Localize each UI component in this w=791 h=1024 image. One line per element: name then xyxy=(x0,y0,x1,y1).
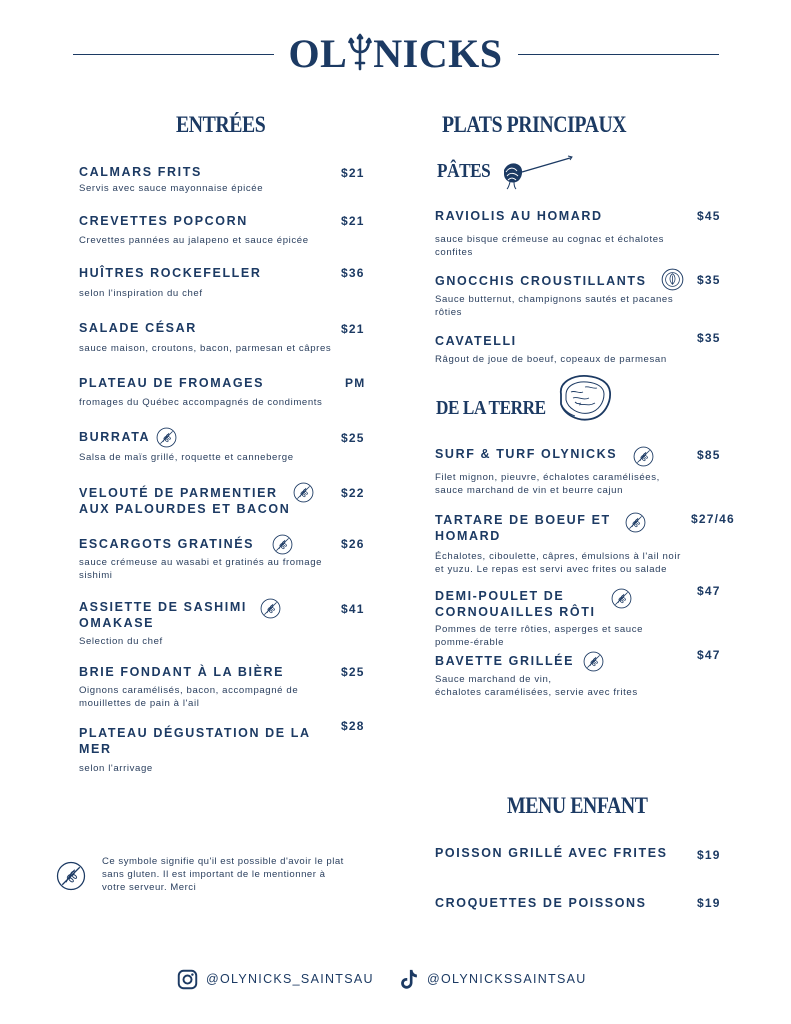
terre-name: SURF & TURF OLYNICKS xyxy=(435,447,618,461)
entree-desc: Crevettes pannées au jalapeno et sauce épicée xyxy=(79,235,309,246)
entree-price: $36 xyxy=(341,266,365,280)
note-line: Ce symbole signifie qu'il est possible d'avoir le plat xyxy=(102,856,344,867)
enfant-name: POISSON GRILLÉ AVEC FRITES xyxy=(435,846,668,860)
section-terre-title: DE LA TERRE xyxy=(436,397,546,419)
brand-right: NICKS xyxy=(373,31,503,76)
terre-price: $27/46 xyxy=(691,512,735,526)
entree-price: PM xyxy=(345,376,366,390)
tiktok-icon[interactable] xyxy=(400,969,418,995)
entree-desc: Oignons caramélisés, bacon, accompagné de xyxy=(79,685,299,696)
pates-desc: rôties xyxy=(435,307,463,318)
pates-desc: Râgout de joue de boeuf, copeaux de parmesan xyxy=(435,354,667,365)
entree-desc: sishimi xyxy=(79,570,113,581)
instagram-handle[interactable]: @OLYNICKS_SAINTSAU xyxy=(206,972,374,986)
tiktok-handle[interactable]: @OLYNICKSSAINTSAU xyxy=(427,972,587,986)
entree-name: ASSIETTE DE SASHIMI xyxy=(79,600,247,614)
entree-price: $25 xyxy=(341,665,365,679)
terre-desc: Échalotes, ciboulette, câpres, émulsions à l'ail noir xyxy=(435,551,681,562)
entree-desc: selon l'inspiration du chef xyxy=(79,288,203,299)
entree-name: BRIE FONDANT À LA BIÈRE xyxy=(79,665,285,679)
section-entrees-title: ENTRÉES xyxy=(176,112,266,137)
entree-desc: Salsa de maïs grillé, roquette et canneberge xyxy=(79,452,294,463)
entree-desc: sauce crémeuse au wasabi et gratinés au fromage xyxy=(79,557,323,568)
entree-name: PLATEAU DE FROMAGES xyxy=(79,376,265,390)
gluten-free-icon xyxy=(156,427,177,448)
entree-price: $21 xyxy=(341,214,365,228)
entree-name: CREVETTES POPCORN xyxy=(79,214,248,228)
terre-price: $47 xyxy=(697,648,721,662)
terre-price: $47 xyxy=(697,584,721,598)
entree-desc: Servis avec sauce mayonnaise épicée xyxy=(79,183,264,194)
entree-name: CALMARS FRITS xyxy=(79,165,202,179)
entree-name: AUX PALOURDES ET BACON xyxy=(79,502,291,516)
terre-desc: et yuzu. Le repas est servi avec frites ou salade xyxy=(435,564,668,575)
entree-price: $21 xyxy=(341,166,365,180)
section-enfant-title: MENU ENFANT xyxy=(507,793,648,818)
vegetarian-icon xyxy=(661,268,684,296)
terre-name: TARTARE DE BOEUF ET xyxy=(435,513,611,527)
instagram-icon[interactable] xyxy=(177,969,198,995)
pates-price: $45 xyxy=(697,209,721,223)
note-line: votre serveur. Merci xyxy=(102,882,197,893)
note-line: sans gluten. Il est important de le mentionner à xyxy=(102,869,326,880)
gluten-free-icon xyxy=(260,598,281,619)
pates-name: GNOCCHIS CROUSTILLANTS xyxy=(435,274,647,288)
gluten-free-icon xyxy=(272,534,293,555)
entree-name: OMAKASE xyxy=(79,616,155,630)
entree-desc: selon l'arrivage xyxy=(79,763,153,774)
entree-price: $28 xyxy=(341,719,365,733)
steak-icon xyxy=(555,372,613,429)
gluten-free-icon xyxy=(293,482,314,503)
section-pates-title: PÂTES xyxy=(437,160,491,182)
pates-name: CAVATELLI xyxy=(435,334,517,348)
pates-price: $35 xyxy=(697,273,721,287)
entree-price: $21 xyxy=(341,322,365,336)
entree-desc: fromages du Québec accompagnés de condiments xyxy=(79,397,323,408)
entree-price: $25 xyxy=(341,431,365,445)
terre-name: CORNOUAILLES RÔTI xyxy=(435,605,596,619)
trident-icon xyxy=(348,33,372,81)
entree-price: $41 xyxy=(341,602,365,616)
entree-desc: Selection du chef xyxy=(79,636,163,647)
gluten-free-icon xyxy=(56,861,86,891)
terre-desc: pomme-érable xyxy=(435,637,505,648)
enfant-name: CROQUETTES DE POISSONS xyxy=(435,896,647,910)
entree-name: SALADE CÉSAR xyxy=(79,321,197,335)
enfant-price: $19 xyxy=(697,896,721,910)
entree-price: $26 xyxy=(341,537,365,551)
terre-desc: Pommes de terre rôties, asperges et sauce xyxy=(435,624,644,635)
brand-logo xyxy=(0,30,791,81)
fork-pasta-icon xyxy=(500,154,574,195)
terre-name: DEMI-POULET DE xyxy=(435,589,565,603)
entree-name: ESCARGOTS GRATINÉS xyxy=(79,537,255,551)
gluten-free-icon xyxy=(611,588,632,609)
terre-desc: Sauce marchand de vin, xyxy=(435,674,552,685)
terre-desc: sauce marchand de vin et beurre cajun xyxy=(435,485,624,496)
pates-desc: confites xyxy=(435,247,473,258)
pates-desc: sauce bisque crémeuse au cognac et échalotes xyxy=(435,234,665,245)
entree-name: VELOUTÉ DE PARMENTIER xyxy=(79,486,278,500)
pates-price: $35 xyxy=(697,331,721,345)
terre-desc: échalotes caramélisées, servie avec frites xyxy=(435,687,638,698)
terre-desc: Filet mignon, pieuvre, échalotes caramélisées, xyxy=(435,472,660,483)
entree-name: MER xyxy=(79,742,112,756)
gluten-free-icon xyxy=(625,512,646,533)
terre-name: HOMARD xyxy=(435,529,501,543)
section-plats-title: PLATS PRINCIPAUX xyxy=(442,112,627,137)
entree-name: BURRATA xyxy=(79,430,151,444)
entree-name: PLATEAU DÉGUSTATION DE LA xyxy=(79,726,311,740)
terre-name: BAVETTE GRILLÉE xyxy=(435,654,575,668)
enfant-price: $19 xyxy=(697,848,721,862)
entree-desc: mouillettes de pain à l'ail xyxy=(79,698,200,709)
entree-desc: sauce maison, croutons, bacon, parmesan et câpres xyxy=(79,343,332,354)
brand-left: OL xyxy=(288,31,348,76)
gluten-free-icon xyxy=(633,446,654,467)
pates-name: RAVIOLIS AU HOMARD xyxy=(435,209,603,223)
entree-price: $22 xyxy=(341,486,365,500)
terre-price: $85 xyxy=(697,448,721,462)
entree-name: HUÎTRES ROCKEFELLER xyxy=(79,266,262,280)
pates-desc: Sauce butternut, champignons sautés et pacanes xyxy=(435,294,674,305)
gluten-free-icon xyxy=(583,651,604,672)
